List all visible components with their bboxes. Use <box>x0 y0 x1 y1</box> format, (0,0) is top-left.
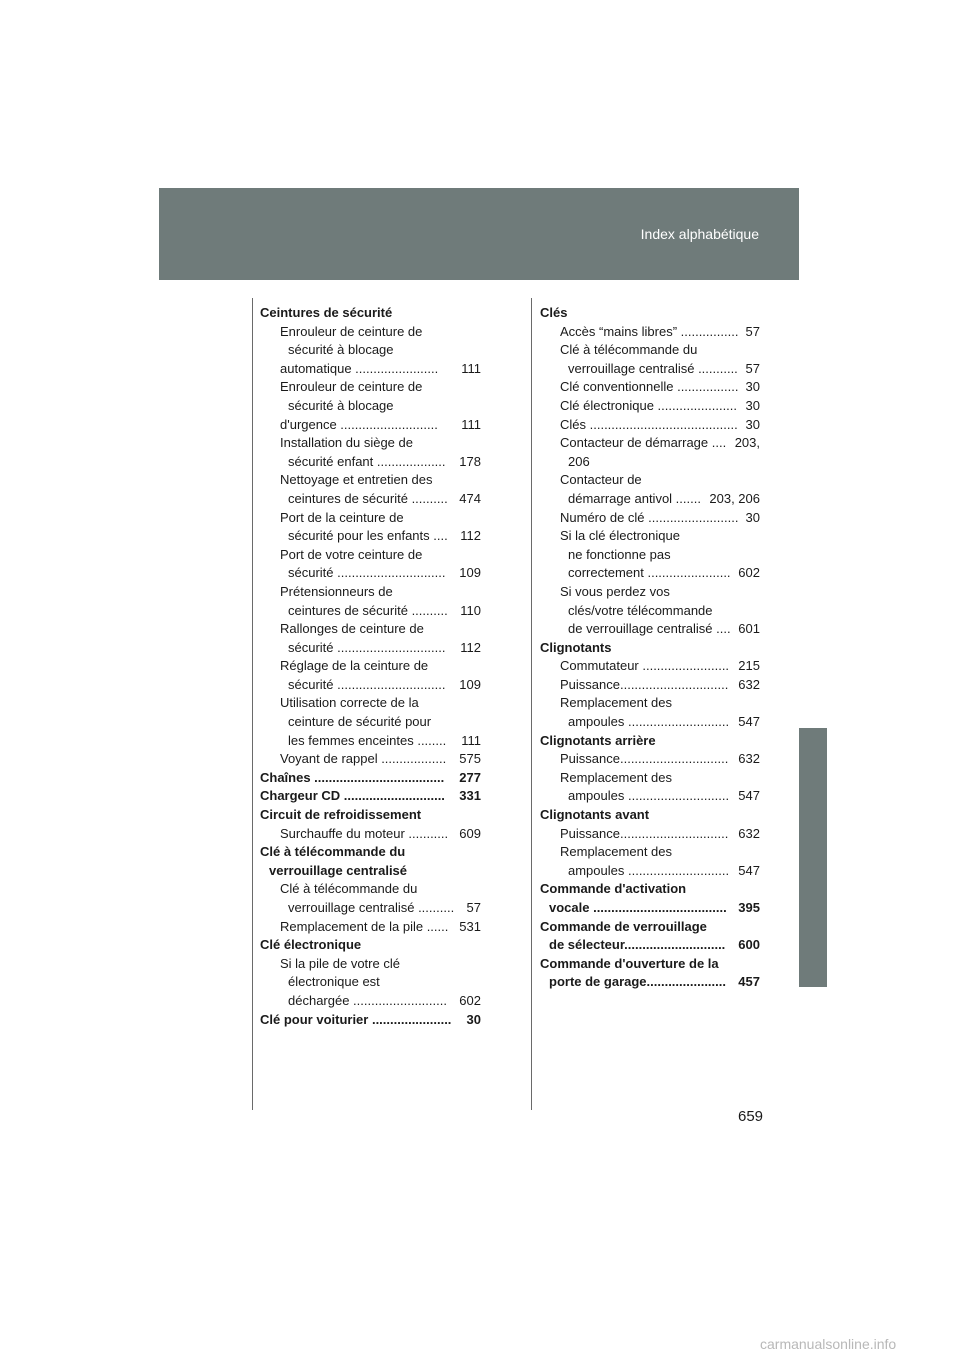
index-subentry <box>260 378 481 397</box>
entry-text: Si vous perdez vos <box>560 583 670 599</box>
entry-text: Réglage de la ceinture de <box>280 658 429 674</box>
entry-text: Rallonges de ceinture de <box>280 621 424 637</box>
entry-text: Si la pile de votre clé <box>280 955 400 971</box>
entry-text: de verrouillage centralisé .... <box>568 621 731 637</box>
entry-text: Enrouleur de ceinture de <box>280 379 423 395</box>
index-subentry <box>260 620 481 639</box>
page-reference: 30 <box>745 416 760 432</box>
entry-text: Puissance.............................. <box>560 676 729 692</box>
entry-text: Ceintures de sécurité <box>260 305 393 320</box>
index-subentry <box>540 323 760 342</box>
index-subentry <box>540 453 760 472</box>
page-reference: 547 <box>738 714 760 730</box>
entry-text: de sélecteur............................ <box>549 937 726 953</box>
index-subentry <box>540 583 760 602</box>
index-subentry <box>540 416 760 435</box>
page-reference: 474 <box>459 490 481 506</box>
page-reference: 457 <box>738 974 760 990</box>
entry-text: Contacteur de démarrage .... <box>560 435 727 451</box>
index-subentry <box>540 657 760 676</box>
page-reference: 178 <box>459 453 481 469</box>
index-subentry <box>540 546 760 565</box>
entry-text: Circuit de refroidissement <box>260 807 422 823</box>
index-subentry <box>540 750 760 769</box>
header-band <box>159 188 799 280</box>
index-subentry <box>540 936 760 955</box>
index-subentry <box>260 973 481 992</box>
index-entry <box>260 1011 481 1030</box>
entry-text: ceintures de sécurité .......... <box>288 490 448 506</box>
entry-text: sécurité .............................. <box>288 565 446 581</box>
page-reference: 111 <box>461 732 481 748</box>
index-subentry <box>540 825 760 844</box>
index-entry <box>540 732 760 751</box>
column-rule-middle <box>531 298 532 1110</box>
entry-text: déchargée .......................... <box>288 992 447 1008</box>
page-reference: 632 <box>738 676 760 692</box>
index-subentry <box>260 341 481 360</box>
index-subentry <box>260 434 481 453</box>
index-subentry <box>540 694 760 713</box>
page-reference: 203, <box>734 435 760 451</box>
entry-text: Clé pour voiturier ...................... <box>260 1011 452 1027</box>
index-subentry <box>260 639 481 658</box>
index-subentry <box>260 564 481 583</box>
page-reference: 531 <box>459 918 481 934</box>
entry-text: Clé à télécommande du <box>560 342 698 358</box>
entry-text: Remplacement des <box>560 695 672 711</box>
entry-text: sécurité pour les enfants .... <box>288 528 448 544</box>
index-entry <box>260 769 481 788</box>
entry-text: ampoules ............................ <box>568 862 730 878</box>
index-subentry <box>260 918 481 937</box>
entry-text: ampoules ............................ <box>568 714 730 730</box>
entry-text: correctement ....................... <box>568 565 731 581</box>
page-reference: 601 <box>738 621 760 637</box>
entry-text: sécurité .............................. <box>288 639 446 655</box>
index-subentry <box>540 713 760 732</box>
entry-text: Clé électronique <box>260 937 362 953</box>
index-subentry <box>260 527 481 546</box>
entry-text: Installation du siège de <box>280 435 413 451</box>
index-subentry <box>260 694 481 713</box>
index-subentry <box>540 602 760 621</box>
page-reference: 30 <box>745 397 760 413</box>
page-reference: 57 <box>466 900 481 915</box>
entry-text: Accès “mains libres” ................ <box>560 323 739 339</box>
index-subentry <box>260 862 481 881</box>
entry-text: Utilisation correcte de la <box>280 695 419 711</box>
entry-text: Clé à télécommande du <box>260 844 406 860</box>
index-subentry <box>540 769 760 788</box>
column-rule-left <box>252 298 253 1110</box>
section-side-tab <box>799 728 827 987</box>
entry-text: Remplacement des <box>560 844 672 860</box>
page-reference: 602 <box>738 565 760 581</box>
entry-text: Chaînes .................................... <box>260 769 445 785</box>
index-entry <box>260 787 481 806</box>
index-subentry <box>540 378 760 397</box>
entry-text: électronique est <box>288 974 380 990</box>
index-subentry <box>260 323 481 342</box>
page-reference: 57 <box>745 360 760 376</box>
index-entry <box>260 806 481 825</box>
entry-text: sécurité enfant ................... <box>288 453 446 469</box>
entry-text: Clé à télécommande du <box>280 881 418 897</box>
page-reference: 395 <box>738 900 760 915</box>
index-subentry <box>260 676 481 695</box>
page-reference: 632 <box>738 825 760 841</box>
index-entry <box>540 918 760 937</box>
index-entry <box>260 936 481 955</box>
index-subentry <box>260 397 481 416</box>
index-subentry <box>540 620 760 639</box>
page-reference: 575 <box>459 751 481 767</box>
entry-text: Commutateur ........................ <box>560 658 730 674</box>
entry-text: Enrouleur de ceinture de <box>280 323 423 339</box>
index-subentry <box>260 546 481 565</box>
entry-text: Port de votre ceinture de <box>280 546 423 562</box>
entry-text: Puissance.............................. <box>560 825 729 841</box>
entry-text: Chargeur CD ............................ <box>260 788 445 804</box>
index-subentry <box>540 490 760 509</box>
index-entry <box>260 843 481 862</box>
page-reference: 110 <box>460 602 481 618</box>
entry-text: verrouillage centralisé <box>269 862 408 878</box>
index-subentry <box>540 564 760 583</box>
page-reference: 57 <box>745 323 760 339</box>
index-subentry <box>260 732 481 751</box>
page-reference: 30 <box>745 509 760 525</box>
page-reference: 600 <box>738 937 760 953</box>
page-reference: 609 <box>459 825 481 841</box>
page-reference: 203, 206 <box>709 490 760 506</box>
page-reference: 331 <box>459 788 481 804</box>
section-title: Index alphabétique <box>640 226 759 242</box>
index-subentry <box>540 527 760 546</box>
entry-text: ne fonctionne pas <box>568 546 671 562</box>
index-subentry <box>540 341 760 360</box>
entry-text: Clé conventionnelle ................. <box>560 379 739 395</box>
index-entry <box>540 880 760 899</box>
index-subentry <box>260 471 481 490</box>
index-subentry <box>540 676 760 695</box>
entry-text: Port de la ceinture de <box>280 509 404 525</box>
entry-text: Puissance.............................. <box>560 751 729 767</box>
entry-text: Commande d'activation <box>540 881 687 897</box>
page-reference: 277 <box>459 769 481 785</box>
entry-text: Clignotants arrière <box>540 732 656 748</box>
entry-text: sécurité à blocage <box>288 342 394 358</box>
index-subentry <box>540 862 760 881</box>
page-reference: 547 <box>738 862 760 878</box>
entry-text: Clé électronique ...................... <box>560 397 738 413</box>
index-subentry <box>260 453 481 472</box>
watermark: carmanualsonline.info <box>760 1336 897 1352</box>
page-reference: 30 <box>466 1011 481 1027</box>
entry-text: Clés <box>540 305 568 320</box>
index-subentry <box>260 825 481 844</box>
index-subentry <box>260 992 481 1011</box>
page-reference: 215 <box>738 658 760 674</box>
index-subentry <box>260 602 481 621</box>
page-number: 659 <box>738 1108 764 1125</box>
index-entry <box>540 955 760 974</box>
index-subentry <box>260 750 481 769</box>
page-reference: 109 <box>459 676 481 692</box>
entry-text: 206 <box>568 453 590 469</box>
entry-text: automatique ....................... <box>280 360 439 376</box>
index-subentry <box>540 509 760 528</box>
entry-text: démarrage antivol ....... <box>568 490 701 506</box>
index-subentry <box>260 657 481 676</box>
entry-text: verrouillage centralisé .......... <box>288 900 455 915</box>
entry-text: vocale ..................................... <box>549 900 727 915</box>
entry-text: Numéro de clé ......................... <box>560 509 739 525</box>
entry-text: ceintures de sécurité .......... <box>288 602 448 618</box>
index-subentry <box>260 416 481 435</box>
entry-text: ceinture de sécurité pour <box>288 714 432 730</box>
index-subentry <box>260 583 481 602</box>
page-reference: 30 <box>745 379 760 395</box>
entry-text: Nettoyage et entretien des <box>280 472 433 488</box>
page-reference: 109 <box>459 565 481 581</box>
index-subentry <box>540 787 760 806</box>
page-reference: 602 <box>459 992 481 1008</box>
entry-text: verrouillage centralisé ........... <box>568 360 738 376</box>
index-subentry <box>540 397 760 416</box>
entry-text: Remplacement des <box>560 769 672 785</box>
page-reference: 111 <box>461 416 481 432</box>
entry-text: porte de garage...................... <box>549 974 726 990</box>
entry-text: les femmes enceintes ........ <box>288 732 447 748</box>
page-reference: 111 <box>461 360 481 376</box>
entry-text: Clés ......................................... <box>560 416 738 432</box>
entry-text: d'urgence ........................... <box>280 416 438 432</box>
index-subentry <box>260 899 481 918</box>
index-subentry <box>260 955 481 974</box>
page-reference: 547 <box>738 788 760 804</box>
entry-text: sécurité .............................. <box>288 676 446 692</box>
index-subentry <box>540 434 760 453</box>
page-reference: 632 <box>738 751 760 767</box>
entry-text: Commande d'ouverture de la <box>540 955 719 971</box>
index-subentry <box>540 360 760 379</box>
index-subentry <box>260 360 481 379</box>
index-entry <box>540 639 760 658</box>
entry-text: Clignotants <box>540 639 612 655</box>
index-subentry <box>260 509 481 528</box>
index-column-left <box>260 304 481 1029</box>
entry-text: clés/votre télécommande <box>568 602 713 618</box>
entry-text: Contacteur de <box>560 472 642 488</box>
index-entry <box>540 806 760 825</box>
index-subentry <box>540 899 760 918</box>
page-reference: 112 <box>460 639 481 655</box>
index-entry <box>540 304 760 323</box>
index-subentry <box>540 973 760 992</box>
index-subentry <box>540 843 760 862</box>
index-subentry <box>540 471 760 490</box>
index-column-right <box>540 304 760 992</box>
index-entry <box>260 304 481 323</box>
entry-text: Commande de verrouillage <box>540 918 707 934</box>
entry-text: Remplacement de la pile ...... <box>280 918 449 934</box>
entry-text: Si la clé électronique <box>560 528 680 544</box>
entry-text: sécurité à blocage <box>288 397 394 413</box>
page-reference: 112 <box>460 528 481 544</box>
entry-text: Voyant de rappel .................. <box>280 751 447 767</box>
entry-text: ampoules ............................ <box>568 788 730 804</box>
entry-text: Surchauffe du moteur ........... <box>280 825 449 841</box>
index-subentry <box>260 490 481 509</box>
index-subentry <box>260 880 481 899</box>
index-subentry <box>260 713 481 732</box>
entry-text: Prétensionneurs de <box>280 583 393 599</box>
entry-text: Clignotants avant <box>540 807 650 823</box>
